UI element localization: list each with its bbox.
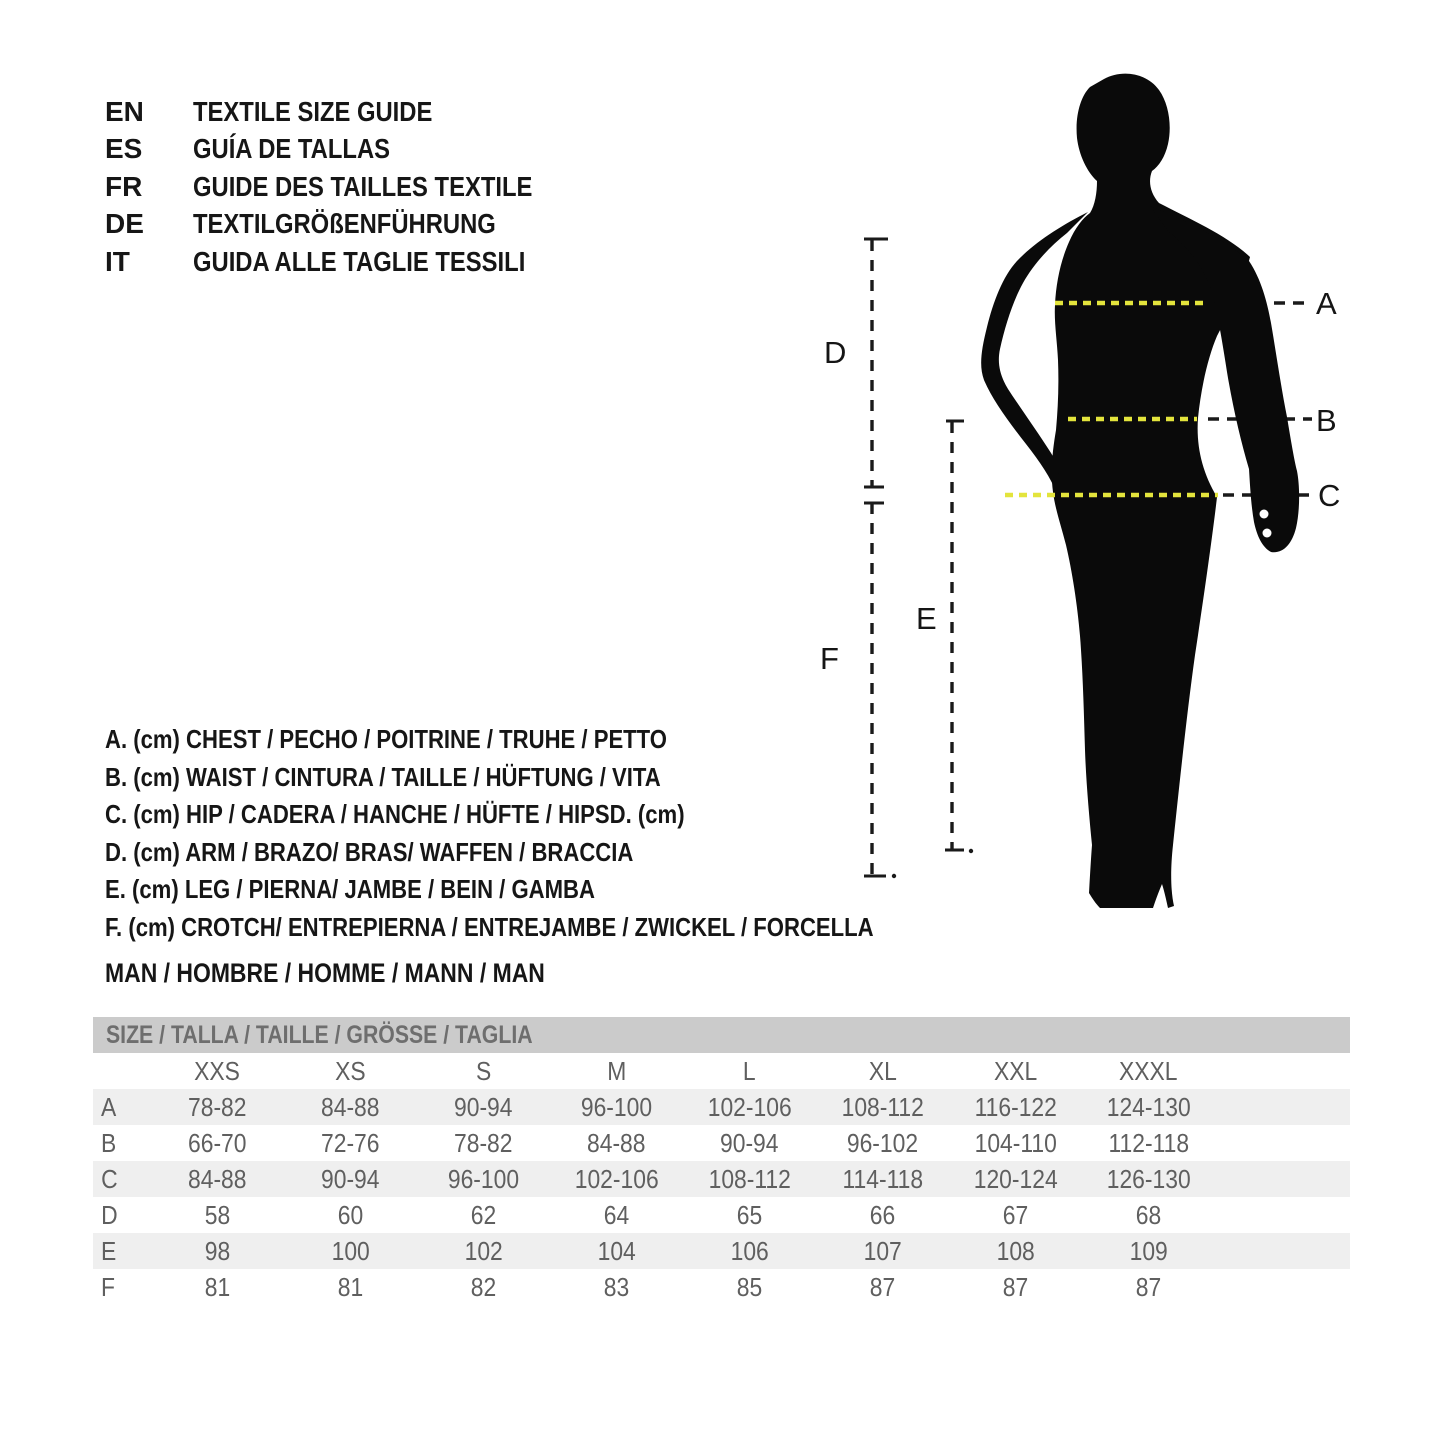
- value-cell: 114-118: [842, 1163, 923, 1194]
- col-header: XS: [335, 1055, 366, 1086]
- value-cell: 102: [464, 1235, 503, 1266]
- guide-title: GUÍA DE TALLAS: [193, 133, 391, 165]
- value-cell: 102-106: [574, 1163, 659, 1194]
- value-cell: 108-112: [708, 1163, 791, 1194]
- language-code: EN: [105, 95, 144, 127]
- gender-line: [105, 955, 622, 991]
- language-code: FR: [105, 170, 143, 202]
- hand-finger-notch: [1263, 529, 1272, 538]
- value-cell: 84-88: [587, 1127, 646, 1158]
- value-cell: 102-106: [707, 1091, 792, 1122]
- value-cell: 82: [470, 1271, 497, 1302]
- row-label: E: [101, 1235, 117, 1266]
- language-code: IT: [105, 245, 130, 277]
- gender-text: MAN / HOMBRE / HOMME / MANN / MAN: [105, 958, 545, 988]
- value-cell: 90-94: [454, 1091, 513, 1122]
- legend-item: [105, 871, 1009, 909]
- legend-arm: D. (cm) ARM / BRAZO/ BRAS/ WAFFEN / BRACCIA: [105, 836, 634, 867]
- value-cell: 96-100: [580, 1091, 653, 1122]
- value-cell: 58: [204, 1199, 231, 1230]
- label-crotch: F: [820, 641, 839, 676]
- value-cell: 67: [1002, 1199, 1029, 1230]
- guide-title: TEXTILE SIZE GUIDE: [193, 95, 433, 127]
- man-silhouette: [981, 74, 1299, 908]
- value-cell: 124-130: [1106, 1091, 1191, 1122]
- value-cell: 81: [204, 1271, 231, 1302]
- row-label: A: [101, 1091, 117, 1122]
- value-cell: 62: [470, 1199, 497, 1230]
- legend-item: [105, 759, 1009, 797]
- value-cell: 66-70: [188, 1127, 247, 1158]
- col-header: L: [743, 1055, 756, 1086]
- legend-hip: C. (cm) HIP / CADERA / HANCHE / HÜFTE / HIPSD. (cm): [105, 799, 685, 830]
- table-row-hip: [93, 1161, 1350, 1197]
- measurement-legend: [105, 721, 1009, 947]
- value-cell: 126-130: [1106, 1163, 1191, 1194]
- value-cell: 108: [996, 1235, 1035, 1266]
- hand-finger-notch: [1260, 510, 1269, 519]
- value-cell: 66: [869, 1199, 896, 1230]
- label-leg: E: [916, 601, 937, 636]
- row-label: C: [101, 1163, 118, 1194]
- size-table-title: SIZE / TALLA / TAILLE / GRÖSSE / TAGLIA: [106, 1021, 533, 1049]
- guide-title: GUIDE DES TAILLES TEXTILE: [193, 170, 533, 202]
- value-cell: 87: [1002, 1271, 1029, 1302]
- value-cell: 106: [730, 1235, 769, 1266]
- value-cell: 84-88: [188, 1163, 247, 1194]
- row-label: B: [101, 1127, 117, 1158]
- legend-chest: A. (cm) CHEST / PECHO / POITRINE / TRUHE / PETTO: [105, 724, 667, 754]
- legend-item: [105, 796, 1009, 834]
- value-cell: 107: [863, 1235, 902, 1266]
- value-cell: 72-76: [321, 1127, 380, 1158]
- value-cell: 84-88: [321, 1091, 380, 1122]
- value-cell: 96-102: [846, 1127, 919, 1158]
- body-silhouette: [1052, 74, 1250, 908]
- size-table-column-header: [93, 1053, 1350, 1089]
- label-chest: A: [1316, 286, 1337, 321]
- value-cell: 96-100: [447, 1163, 520, 1194]
- size-table: [93, 1017, 1350, 1305]
- legend-item: [105, 909, 1009, 947]
- guide-title: GUIDA ALLE TAGLIE TESSILI: [193, 245, 526, 277]
- value-cell: 83: [603, 1271, 630, 1302]
- value-cell: 78-82: [188, 1091, 247, 1122]
- value-cell: 109: [1129, 1235, 1168, 1266]
- value-cell: 78-82: [454, 1127, 513, 1158]
- value-cell: 64: [603, 1199, 630, 1230]
- value-cell: 120-124: [973, 1163, 1058, 1194]
- value-cell: 60: [337, 1199, 364, 1230]
- label-waist: B: [1316, 403, 1337, 438]
- table-row-arm: [93, 1197, 1350, 1233]
- col-header: XXXL: [1119, 1055, 1178, 1086]
- value-cell: 85: [736, 1271, 763, 1302]
- language-code: DE: [105, 208, 144, 240]
- legend-item: [105, 721, 1009, 759]
- guide-title: TEXTILGRÖßENFÜHRUNG: [193, 208, 496, 240]
- language-code: ES: [105, 133, 143, 165]
- value-cell: 87: [1135, 1271, 1162, 1302]
- value-cell: 81: [337, 1271, 364, 1302]
- col-header: XXS: [194, 1055, 241, 1086]
- value-cell: 90-94: [321, 1163, 380, 1194]
- col-header: XXL: [993, 1055, 1038, 1086]
- value-cell: 108-112: [841, 1091, 924, 1122]
- value-cell: 116-122: [974, 1091, 1057, 1122]
- value-cell: 90-94: [720, 1127, 779, 1158]
- col-header: S: [475, 1055, 492, 1086]
- size-table-title-bar: [93, 1017, 1350, 1053]
- value-cell: 65: [736, 1199, 763, 1230]
- table-row-leg: [93, 1233, 1350, 1269]
- value-cell: 104: [597, 1235, 636, 1266]
- row-label: F: [100, 1271, 115, 1302]
- col-header: XL: [868, 1055, 897, 1086]
- value-cell: 104-110: [974, 1127, 1057, 1158]
- value-cell: 87: [869, 1271, 896, 1302]
- row-label: D: [101, 1199, 118, 1230]
- value-cell: 100: [331, 1235, 370, 1266]
- table-row-chest: [93, 1089, 1350, 1125]
- legend-waist: B. (cm) WAIST / CINTURA / TAILLE / HÜFTUNG / VITA: [105, 761, 661, 792]
- label-arm: D: [824, 335, 847, 370]
- col-header: M: [606, 1055, 627, 1086]
- value-cell: 68: [1135, 1199, 1162, 1230]
- table-row-waist: [93, 1125, 1350, 1161]
- legend-crotch: F. (cm) CROTCH/ ENTREPIERNA / ENTREJAMBE / ZWICKEL / FORCELLA: [105, 911, 874, 942]
- label-hip: C: [1318, 478, 1341, 513]
- legend-item: [105, 834, 1009, 872]
- table-row-crotch: [93, 1269, 1350, 1305]
- legend-leg: E. (cm) LEG / PIERNA/ JAMBE / BEIN / GAMBA: [105, 874, 595, 905]
- value-cell: 112-118: [1108, 1127, 1189, 1158]
- value-cell: 98: [204, 1235, 231, 1266]
